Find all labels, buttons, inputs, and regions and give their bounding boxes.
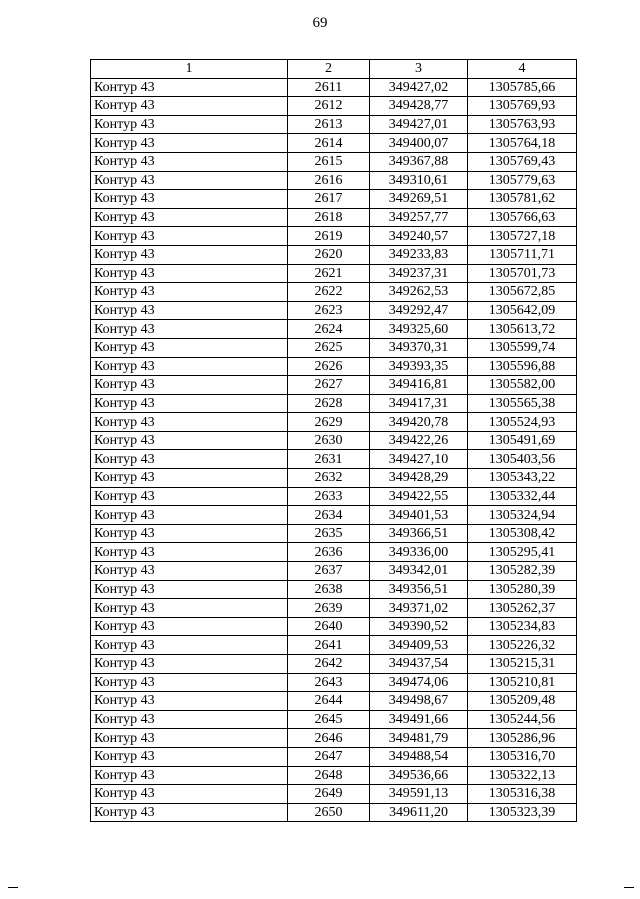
point-number-cell: 2630 bbox=[288, 431, 370, 450]
table-row bbox=[91, 710, 577, 729]
contour-cell: Контур 43 bbox=[91, 431, 288, 450]
y-coordinate-cell: 1305332,44 bbox=[468, 487, 577, 506]
page-number: 69 bbox=[312, 15, 328, 31]
x-coordinate-cell: 349269,51 bbox=[370, 190, 468, 209]
table-row bbox=[91, 97, 577, 116]
table-row bbox=[91, 431, 577, 450]
x-coordinate-cell: 349481,79 bbox=[370, 729, 468, 748]
point-number-cell: 2648 bbox=[288, 766, 370, 785]
point-number-cell: 2642 bbox=[288, 655, 370, 674]
y-coordinate-cell: 1305781,62 bbox=[468, 190, 577, 209]
table-row bbox=[91, 115, 577, 134]
y-coordinate-cell: 1305322,13 bbox=[468, 766, 577, 785]
table-row bbox=[91, 208, 577, 227]
x-coordinate-cell: 349240,57 bbox=[370, 227, 468, 246]
x-coordinate-cell: 349366,51 bbox=[370, 524, 468, 543]
point-number-cell: 2623 bbox=[288, 301, 370, 320]
left-margin-mark bbox=[8, 887, 18, 888]
x-coordinate-cell: 349417,31 bbox=[370, 394, 468, 413]
contour-cell: Контур 43 bbox=[91, 655, 288, 674]
point-number-cell: 2644 bbox=[288, 692, 370, 711]
column-header-1: 1 bbox=[91, 60, 288, 79]
y-coordinate-cell: 1305613,72 bbox=[468, 320, 577, 339]
point-number-cell: 2621 bbox=[288, 264, 370, 283]
contour-cell: Контур 43 bbox=[91, 710, 288, 729]
x-coordinate-cell: 349491,66 bbox=[370, 710, 468, 729]
contour-cell: Контур 43 bbox=[91, 208, 288, 227]
contour-cell: Контур 43 bbox=[91, 320, 288, 339]
y-coordinate-cell: 1305262,37 bbox=[468, 599, 577, 618]
table-row bbox=[91, 562, 577, 581]
point-number-cell: 2625 bbox=[288, 338, 370, 357]
coordinates-table bbox=[90, 59, 577, 822]
table-row bbox=[91, 376, 577, 395]
x-coordinate-cell: 349400,07 bbox=[370, 134, 468, 153]
table-row bbox=[91, 283, 577, 302]
contour-cell: Контур 43 bbox=[91, 78, 288, 97]
table-row bbox=[91, 766, 577, 785]
x-coordinate-cell: 349233,83 bbox=[370, 245, 468, 264]
point-number-cell: 2640 bbox=[288, 617, 370, 636]
point-number-cell: 2641 bbox=[288, 636, 370, 655]
y-coordinate-cell: 1305280,39 bbox=[468, 580, 577, 599]
point-number-cell: 2628 bbox=[288, 394, 370, 413]
y-coordinate-cell: 1305769,93 bbox=[468, 97, 577, 116]
table-row bbox=[91, 655, 577, 674]
x-coordinate-cell: 349336,00 bbox=[370, 543, 468, 562]
table-row bbox=[91, 487, 577, 506]
contour-cell: Контур 43 bbox=[91, 673, 288, 692]
contour-cell: Контур 43 bbox=[91, 506, 288, 525]
y-coordinate-cell: 1305286,96 bbox=[468, 729, 577, 748]
column-header-4: 4 bbox=[468, 60, 577, 79]
point-number-cell: 2631 bbox=[288, 450, 370, 469]
table-row bbox=[91, 692, 577, 711]
y-coordinate-cell: 1305209,48 bbox=[468, 692, 577, 711]
table-row bbox=[91, 580, 577, 599]
table-row bbox=[91, 543, 577, 562]
table-row bbox=[91, 357, 577, 376]
point-number-cell: 2647 bbox=[288, 747, 370, 766]
table-row bbox=[91, 617, 577, 636]
point-number-cell: 2611 bbox=[288, 78, 370, 97]
y-coordinate-cell: 1305599,74 bbox=[468, 338, 577, 357]
point-number-cell: 2616 bbox=[288, 171, 370, 190]
x-coordinate-cell: 349393,35 bbox=[370, 357, 468, 376]
point-number-cell: 2634 bbox=[288, 506, 370, 525]
table-row bbox=[91, 338, 577, 357]
x-coordinate-cell: 349237,31 bbox=[370, 264, 468, 283]
table-row bbox=[91, 524, 577, 543]
contour-cell: Контур 43 bbox=[91, 487, 288, 506]
x-coordinate-cell: 349422,55 bbox=[370, 487, 468, 506]
y-coordinate-cell: 1305210,81 bbox=[468, 673, 577, 692]
y-coordinate-cell: 1305403,56 bbox=[468, 450, 577, 469]
x-coordinate-cell: 349390,52 bbox=[370, 617, 468, 636]
point-number-cell: 2650 bbox=[288, 803, 370, 822]
contour-cell: Контур 43 bbox=[91, 617, 288, 636]
table-row bbox=[91, 394, 577, 413]
table-row bbox=[91, 803, 577, 822]
table-row bbox=[91, 134, 577, 153]
table-row bbox=[91, 450, 577, 469]
point-number-cell: 2617 bbox=[288, 190, 370, 209]
contour-cell: Контур 43 bbox=[91, 803, 288, 822]
x-coordinate-cell: 349310,61 bbox=[370, 171, 468, 190]
x-coordinate-cell: 349367,88 bbox=[370, 152, 468, 171]
x-coordinate-cell: 349416,81 bbox=[370, 376, 468, 395]
contour-cell: Контур 43 bbox=[91, 747, 288, 766]
x-coordinate-cell: 349428,77 bbox=[370, 97, 468, 116]
contour-cell: Контур 43 bbox=[91, 562, 288, 581]
point-number-cell: 2635 bbox=[288, 524, 370, 543]
contour-cell: Контур 43 bbox=[91, 450, 288, 469]
contour-cell: Контур 43 bbox=[91, 357, 288, 376]
contour-cell: Контур 43 bbox=[91, 264, 288, 283]
x-coordinate-cell: 349427,10 bbox=[370, 450, 468, 469]
table-row bbox=[91, 301, 577, 320]
x-coordinate-cell: 349325,60 bbox=[370, 320, 468, 339]
contour-cell: Контур 43 bbox=[91, 524, 288, 543]
x-coordinate-cell: 349474,06 bbox=[370, 673, 468, 692]
y-coordinate-cell: 1305764,18 bbox=[468, 134, 577, 153]
table-row bbox=[91, 599, 577, 618]
x-coordinate-cell: 349428,29 bbox=[370, 469, 468, 488]
table-row bbox=[91, 171, 577, 190]
contour-cell: Контур 43 bbox=[91, 190, 288, 209]
table-row bbox=[91, 506, 577, 525]
y-coordinate-cell: 1305524,93 bbox=[468, 413, 577, 432]
contour-cell: Контур 43 bbox=[91, 227, 288, 246]
point-number-cell: 2629 bbox=[288, 413, 370, 432]
contour-cell: Контур 43 bbox=[91, 636, 288, 655]
point-number-cell: 2619 bbox=[288, 227, 370, 246]
y-coordinate-cell: 1305785,66 bbox=[468, 78, 577, 97]
contour-cell: Контур 43 bbox=[91, 171, 288, 190]
contour-cell: Контур 43 bbox=[91, 283, 288, 302]
y-coordinate-cell: 1305308,42 bbox=[468, 524, 577, 543]
table-row bbox=[91, 747, 577, 766]
y-coordinate-cell: 1305769,43 bbox=[468, 152, 577, 171]
y-coordinate-cell: 1305596,88 bbox=[468, 357, 577, 376]
x-coordinate-cell: 349292,47 bbox=[370, 301, 468, 320]
y-coordinate-cell: 1305226,32 bbox=[468, 636, 577, 655]
point-number-cell: 2636 bbox=[288, 543, 370, 562]
contour-cell: Контур 43 bbox=[91, 413, 288, 432]
table-row bbox=[91, 245, 577, 264]
contour-cell: Контур 43 bbox=[91, 543, 288, 562]
x-coordinate-cell: 349371,02 bbox=[370, 599, 468, 618]
contour-cell: Контур 43 bbox=[91, 785, 288, 804]
point-number-cell: 2624 bbox=[288, 320, 370, 339]
point-number-cell: 2633 bbox=[288, 487, 370, 506]
y-coordinate-cell: 1305711,71 bbox=[468, 245, 577, 264]
contour-cell: Контур 43 bbox=[91, 134, 288, 153]
table-row bbox=[91, 78, 577, 97]
point-number-cell: 2643 bbox=[288, 673, 370, 692]
point-number-cell: 2613 bbox=[288, 115, 370, 134]
x-coordinate-cell: 349257,77 bbox=[370, 208, 468, 227]
table-row bbox=[91, 636, 577, 655]
point-number-cell: 2638 bbox=[288, 580, 370, 599]
y-coordinate-cell: 1305763,93 bbox=[468, 115, 577, 134]
contour-cell: Контур 43 bbox=[91, 97, 288, 116]
x-coordinate-cell: 349488,54 bbox=[370, 747, 468, 766]
table-row bbox=[91, 227, 577, 246]
y-coordinate-cell: 1305295,41 bbox=[468, 543, 577, 562]
table-row bbox=[91, 152, 577, 171]
point-number-cell: 2649 bbox=[288, 785, 370, 804]
table-row bbox=[91, 320, 577, 339]
x-coordinate-cell: 349427,02 bbox=[370, 78, 468, 97]
point-number-cell: 2637 bbox=[288, 562, 370, 581]
x-coordinate-cell: 349536,66 bbox=[370, 766, 468, 785]
y-coordinate-cell: 1305672,85 bbox=[468, 283, 577, 302]
x-coordinate-cell: 349401,53 bbox=[370, 506, 468, 525]
y-coordinate-cell: 1305727,18 bbox=[468, 227, 577, 246]
y-coordinate-cell: 1305343,22 bbox=[468, 469, 577, 488]
column-header-3: 3 bbox=[370, 60, 468, 79]
y-coordinate-cell: 1305323,39 bbox=[468, 803, 577, 822]
point-number-cell: 2639 bbox=[288, 599, 370, 618]
x-coordinate-cell: 349611,20 bbox=[370, 803, 468, 822]
contour-cell: Контур 43 bbox=[91, 599, 288, 618]
contour-cell: Контур 43 bbox=[91, 580, 288, 599]
table-row bbox=[91, 469, 577, 488]
y-coordinate-cell: 1305779,63 bbox=[468, 171, 577, 190]
x-coordinate-cell: 349356,51 bbox=[370, 580, 468, 599]
x-coordinate-cell: 349498,67 bbox=[370, 692, 468, 711]
contour-cell: Контур 43 bbox=[91, 469, 288, 488]
table-row bbox=[91, 785, 577, 804]
contour-cell: Контур 43 bbox=[91, 245, 288, 264]
contour-cell: Контур 43 bbox=[91, 766, 288, 785]
x-coordinate-cell: 349437,54 bbox=[370, 655, 468, 674]
contour-cell: Контур 43 bbox=[91, 376, 288, 395]
contour-cell: Контур 43 bbox=[91, 394, 288, 413]
point-number-cell: 2626 bbox=[288, 357, 370, 376]
contour-cell: Контур 43 bbox=[91, 729, 288, 748]
x-coordinate-cell: 349422,26 bbox=[370, 431, 468, 450]
y-coordinate-cell: 1305324,94 bbox=[468, 506, 577, 525]
table-row bbox=[91, 264, 577, 283]
point-number-cell: 2618 bbox=[288, 208, 370, 227]
y-coordinate-cell: 1305766,63 bbox=[468, 208, 577, 227]
y-coordinate-cell: 1305701,73 bbox=[468, 264, 577, 283]
contour-cell: Контур 43 bbox=[91, 338, 288, 357]
contour-cell: Контур 43 bbox=[91, 115, 288, 134]
x-coordinate-cell: 349427,01 bbox=[370, 115, 468, 134]
x-coordinate-cell: 349342,01 bbox=[370, 562, 468, 581]
point-number-cell: 2645 bbox=[288, 710, 370, 729]
point-number-cell: 2646 bbox=[288, 729, 370, 748]
y-coordinate-cell: 1305565,38 bbox=[468, 394, 577, 413]
contour-cell: Контур 43 bbox=[91, 692, 288, 711]
x-coordinate-cell: 349262,53 bbox=[370, 283, 468, 302]
x-coordinate-cell: 349409,53 bbox=[370, 636, 468, 655]
y-coordinate-cell: 1305316,70 bbox=[468, 747, 577, 766]
point-number-cell: 2627 bbox=[288, 376, 370, 395]
y-coordinate-cell: 1305282,39 bbox=[468, 562, 577, 581]
point-number-cell: 2620 bbox=[288, 245, 370, 264]
point-number-cell: 2622 bbox=[288, 283, 370, 302]
table-row bbox=[91, 413, 577, 432]
y-coordinate-cell: 1305582,00 bbox=[468, 376, 577, 395]
x-coordinate-cell: 349591,13 bbox=[370, 785, 468, 804]
table-header-row bbox=[91, 60, 577, 79]
table-row bbox=[91, 729, 577, 748]
y-coordinate-cell: 1305491,69 bbox=[468, 431, 577, 450]
y-coordinate-cell: 1305234,83 bbox=[468, 617, 577, 636]
table-row bbox=[91, 190, 577, 209]
contour-cell: Контур 43 bbox=[91, 152, 288, 171]
y-coordinate-cell: 1305642,09 bbox=[468, 301, 577, 320]
point-number-cell: 2614 bbox=[288, 134, 370, 153]
x-coordinate-cell: 349370,31 bbox=[370, 338, 468, 357]
column-header-2: 2 bbox=[288, 60, 370, 79]
table-row bbox=[91, 673, 577, 692]
point-number-cell: 2632 bbox=[288, 469, 370, 488]
y-coordinate-cell: 1305215,31 bbox=[468, 655, 577, 674]
point-number-cell: 2612 bbox=[288, 97, 370, 116]
y-coordinate-cell: 1305316,38 bbox=[468, 785, 577, 804]
contour-cell: Контур 43 bbox=[91, 301, 288, 320]
point-number-cell: 2615 bbox=[288, 152, 370, 171]
right-margin-mark bbox=[624, 887, 634, 888]
x-coordinate-cell: 349420,78 bbox=[370, 413, 468, 432]
y-coordinate-cell: 1305244,56 bbox=[468, 710, 577, 729]
